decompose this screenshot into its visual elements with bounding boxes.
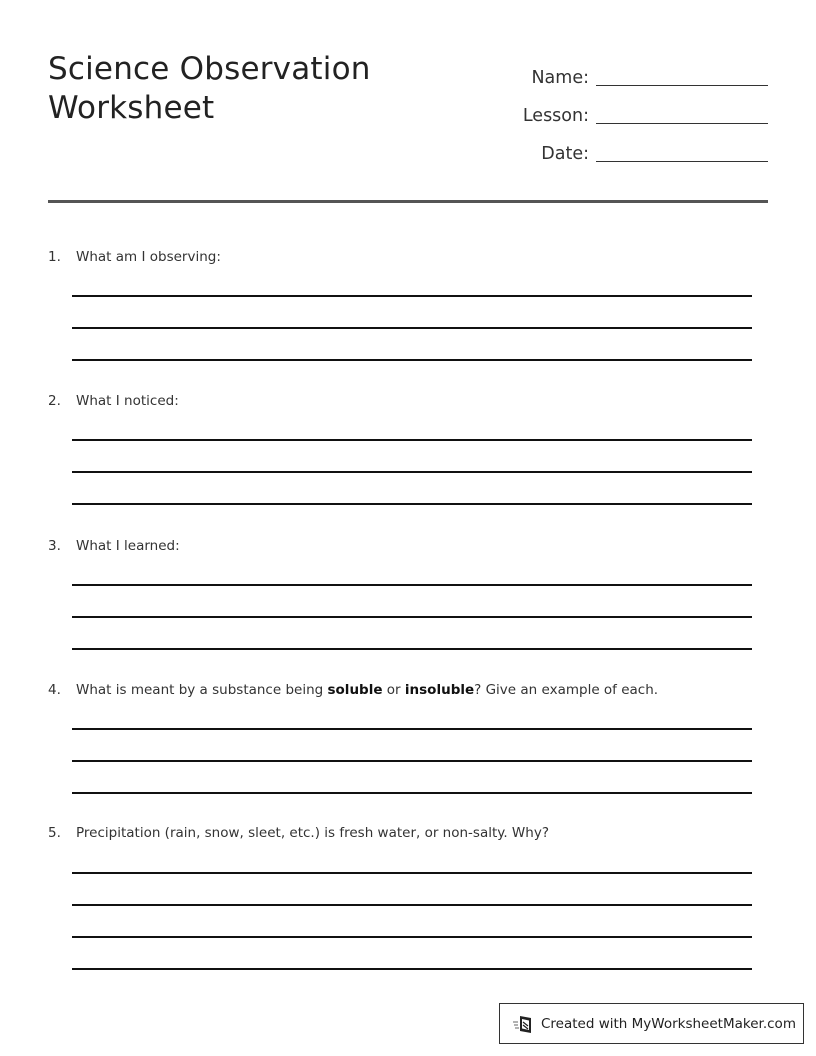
question-number: 5. [48,825,61,841]
question-1 [48,247,768,267]
lesson-input-line[interactable] [596,103,768,124]
question-2 [48,391,768,411]
answer-line[interactable] [72,616,752,618]
name-input-line[interactable] [596,65,768,86]
answer-line[interactable] [72,728,752,730]
name-label: Name: [531,68,589,88]
title-line-1: Science Observation [48,51,371,87]
question-text-part: or [382,682,405,698]
answer-line[interactable] [72,584,752,586]
answer-line[interactable] [72,503,752,505]
question-text: What I noticed: [76,393,179,409]
keyword-soluble: soluble [327,682,383,698]
answer-line[interactable] [72,936,752,938]
question-number: 4. [48,682,61,698]
title-line-2: Worksheet [48,90,215,126]
badge-text: Created with MyWorksheetMaker.com [541,1015,796,1032]
question-number: 1. [48,249,61,265]
question-3 [48,536,768,556]
question-5 [48,823,768,843]
worksheet-maker-logo-icon [512,1014,534,1034]
answer-line[interactable] [72,327,752,329]
answer-line[interactable] [72,760,752,762]
question-number: 2. [48,393,61,409]
header-divider [48,200,768,203]
lesson-field-row [523,88,768,126]
question-4 [48,680,768,700]
question-text: What I learned: [76,538,180,554]
answer-line[interactable] [72,439,752,441]
answer-line[interactable] [72,295,752,297]
question-text: What am I observing: [76,249,221,265]
answer-line[interactable] [72,471,752,473]
worksheet-title [48,50,371,128]
date-field-row [523,126,768,164]
keyword-insoluble: insoluble [404,682,475,698]
answer-line[interactable] [72,648,752,650]
answer-line[interactable] [72,968,752,970]
answer-line[interactable] [72,872,752,874]
student-info-fields [523,50,768,164]
question-text-part: What is meant by a substance being [76,682,328,698]
date-input-line[interactable] [596,141,768,162]
answer-line[interactable] [72,792,752,794]
question-number: 3. [48,538,61,554]
answer-line[interactable] [72,359,752,361]
name-field-row [523,50,768,88]
question-text [76,682,658,698]
created-with-badge[interactable] [499,1003,804,1044]
lesson-label: Lesson: [522,106,589,126]
answer-line[interactable] [72,904,752,906]
question-text-part: ? Give an example of each. [474,682,659,698]
date-label: Date: [541,144,589,164]
question-text: Precipitation (rain, snow, sleet, etc.) is fresh water, or non-salty. Why? [76,825,549,841]
